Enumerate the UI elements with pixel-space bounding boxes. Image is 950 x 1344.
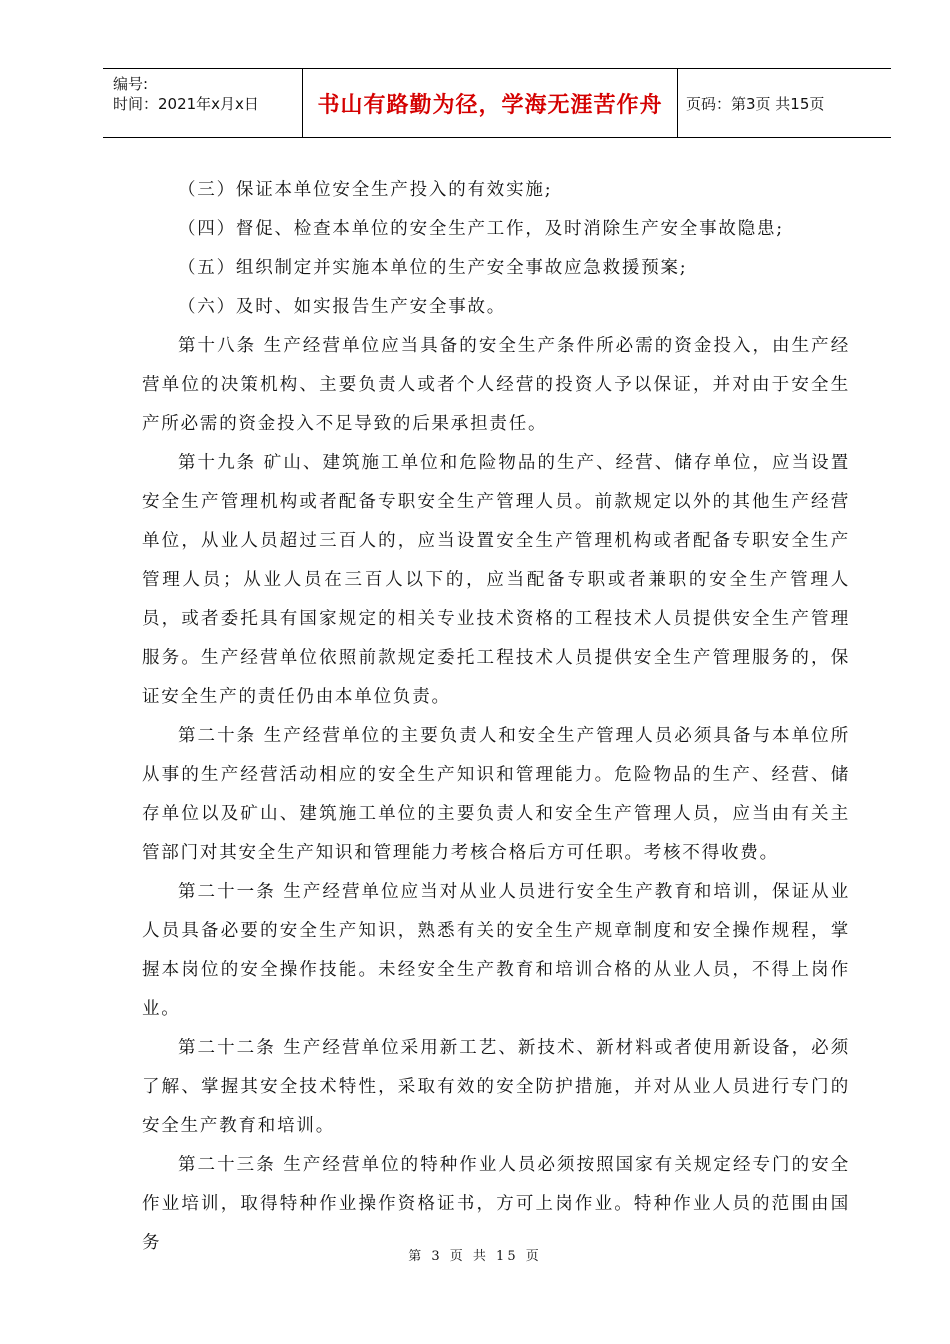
paragraph: 第十九条 矿山、建筑施工单位和危险物品的生产、经营、储存单位，应当设置安全生产管理机构或者配备专职安全生产管理人员。前款规定以外的其他生产经营单位，从业人员超过三百人的，应当设置安全生产管理机构或者配备专职安全生产管理人员；从业人员在三百人以下的，应当配备专职或者兼职的安全生产管理人员，或者委托具有国家规定的相关专业技术资格的工程技术人员提供安全生产管理服务。生产经营单位依照前款规定委托工程技术人员提供安全生产管理服务的，保证安全生产的责任仍由本单位负责。: [142, 453, 850, 707]
header-meta: [103, 69, 303, 137]
page-header: [103, 68, 891, 138]
paragraph: （五）组织制定并实施本单位的生产安全事故应急救援预案;: [178, 258, 688, 278]
paragraph: （三）保证本单位安全生产投入的有效实施;: [178, 180, 553, 200]
paragraph: 第二十一条 生产经营单位应当对从业人员进行安全生产教育和培训，保证从业人员具备必要的安全生产知识，熟悉有关的安全生产规章制度和安全操作规程，掌握本岗位的安全操作技能。未经安全生产教育和培训合格的从业人员，不得上岗作业。: [142, 882, 850, 1019]
header-slogan: 书山有路勤为径，学海无涯苦作舟: [317, 91, 663, 118]
number-label: 编号:: [113, 75, 149, 93]
paragraph: （四）督促、检查本单位的安全生产工作，及时消除生产安全事故隐患;: [178, 219, 784, 239]
page-footer: 第 3 页 共 15 页: [408, 1249, 542, 1264]
header-slogan-cell: [303, 69, 678, 137]
header-page-label: 页码：第3页 共15页: [686, 94, 825, 113]
paragraph: （六）及时、如实报告生产安全事故。: [178, 297, 507, 317]
time-label: 时间：2021年x月x日: [113, 95, 259, 113]
paragraph: 第二十二条 生产经营单位采用新工艺、新技术、新材料或者使用新设备，必须了解、掌握其安全技术特性，采取有效的安全防护措施，并对从业人员进行专门的安全生产教育和培训。: [142, 1038, 850, 1136]
document-body: [142, 171, 850, 1263]
paragraph: 第十八条 生产经营单位应当具备的安全生产条件所必需的资金投入，由生产经营单位的决策机构、主要负责人或者个人经营的投资人予以保证，并对由于安全生产所必需的资金投入不足导致的后果承担责任。: [142, 336, 850, 434]
paragraph: 第二十条 生产经营单位的主要负责人和安全生产管理人员必须具备与本单位所从事的生产经营活动相应的安全生产知识和管理能力。危险物品的生产、经营、储存单位以及矿山、建筑施工单位的主要负责人和安全生产管理人员，应当由有关主管部门对其安全生产知识和管理能力考核合格后方可任职。考核不得收费。: [142, 726, 850, 863]
header-page-cell: [678, 69, 891, 137]
paragraph: 第二十三条 生产经营单位的特种作业人员必须按照国家有关规定经专门的安全作业培训，取得特种作业操作资格证书，方可上岗作业。特种作业人员的范围由国务: [142, 1155, 850, 1253]
